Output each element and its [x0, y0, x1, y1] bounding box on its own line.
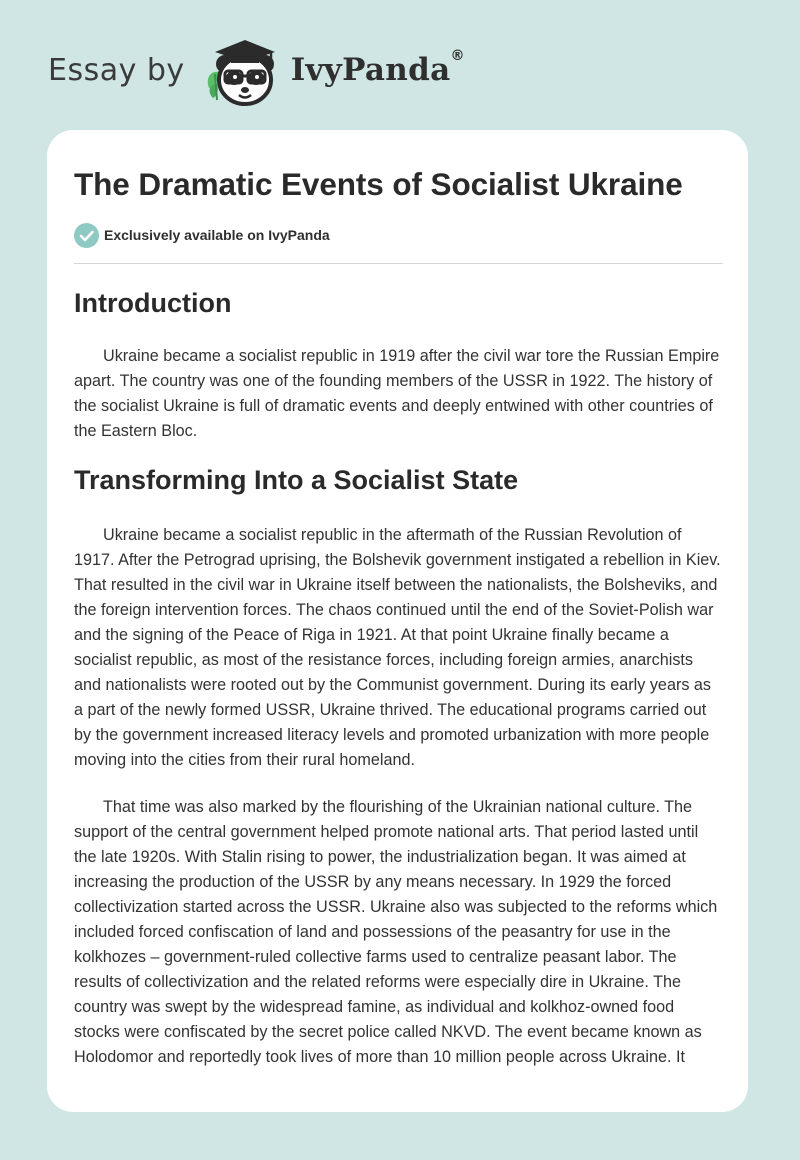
essay-content	[74, 164, 724, 1070]
panda-graduate-logo-icon	[199, 30, 289, 110]
exclusive-label: Exclusively available on IvyPanda	[104, 227, 330, 243]
check-circle-icon	[74, 223, 99, 248]
section-heading-introduction: Introduction	[74, 288, 232, 318]
paragraph-transforming-1: Ukraine became a socialist republic in the aftermath of the Russian Revolution of 1917. After the Petrograd uprising, the Bolshevik government instigated a rebellion in Kiev. That resulted in the civil war in Ukraine itself between the nationalists, the Bolsheviks, and the foreign intervention forces. The chaos continued until the end of the Soviet-Polish war and the signing of the Peace of Riga in 1921. At that point Ukraine finally became a socialist republic, as most of the resistance forces, including foreign armies, anarchists and nationalists were rooted out by the Communist government. During its early years as a part of the newly formed USSR, Ukraine thrived. The educational programs carried out by the government increased literacy levels and promoted urbanization with more people moving into the cities from their rural homeland.	[74, 526, 721, 769]
exclusive-badge	[74, 222, 724, 248]
brand-name	[290, 48, 465, 88]
brand-header[interactable]	[48, 30, 465, 110]
title-divider	[74, 263, 723, 264]
paragraph-introduction: Ukraine became a socialist republic in 1919 after the civil war tore the Russian Empire apart. The country was one of the founding members of the USSR in 1922. The history of the socialist Ukraine is full of dramatic events and deeply entwined with other countries of the Eastern Bloc.	[74, 347, 720, 440]
paragraph-transforming-2: That time was also marked by the flourishing of the Ukrainian national culture. The support of the central government helped promote national arts. That period lasted until the late 1920s. With Stalin rising to power, the industrialization began. It was aimed at increasing the production of the USSR by any means necessary. In 1929 the forced collectivization started across the USSR. Ukraine also was subjected to the reforms which included forced confiscation of land and possessions of the peasantry for use in the kolkhozes – government-ruled collective farms used to centralize peasant labor. The results of collectivization and the related reforms were especially dire in Ukraine. The country was swept by the widespread famine, as individual and kolkhoz-owned food stocks were confiscated by the secret police called NKVD. The event became known as Holodomor and reportedly took lives of more than 10 million people across Ukraine. It	[74, 798, 718, 1066]
brand-prefix: Essay by	[48, 52, 185, 88]
essay-title: The Dramatic Events of Socialist Ukraine	[74, 166, 683, 202]
section-heading-transforming: Transforming Into a Socialist State	[74, 465, 519, 495]
essay-card	[47, 130, 748, 1112]
registered-mark: ®	[450, 48, 465, 64]
brand-name-text: IvyPanda	[290, 52, 451, 88]
